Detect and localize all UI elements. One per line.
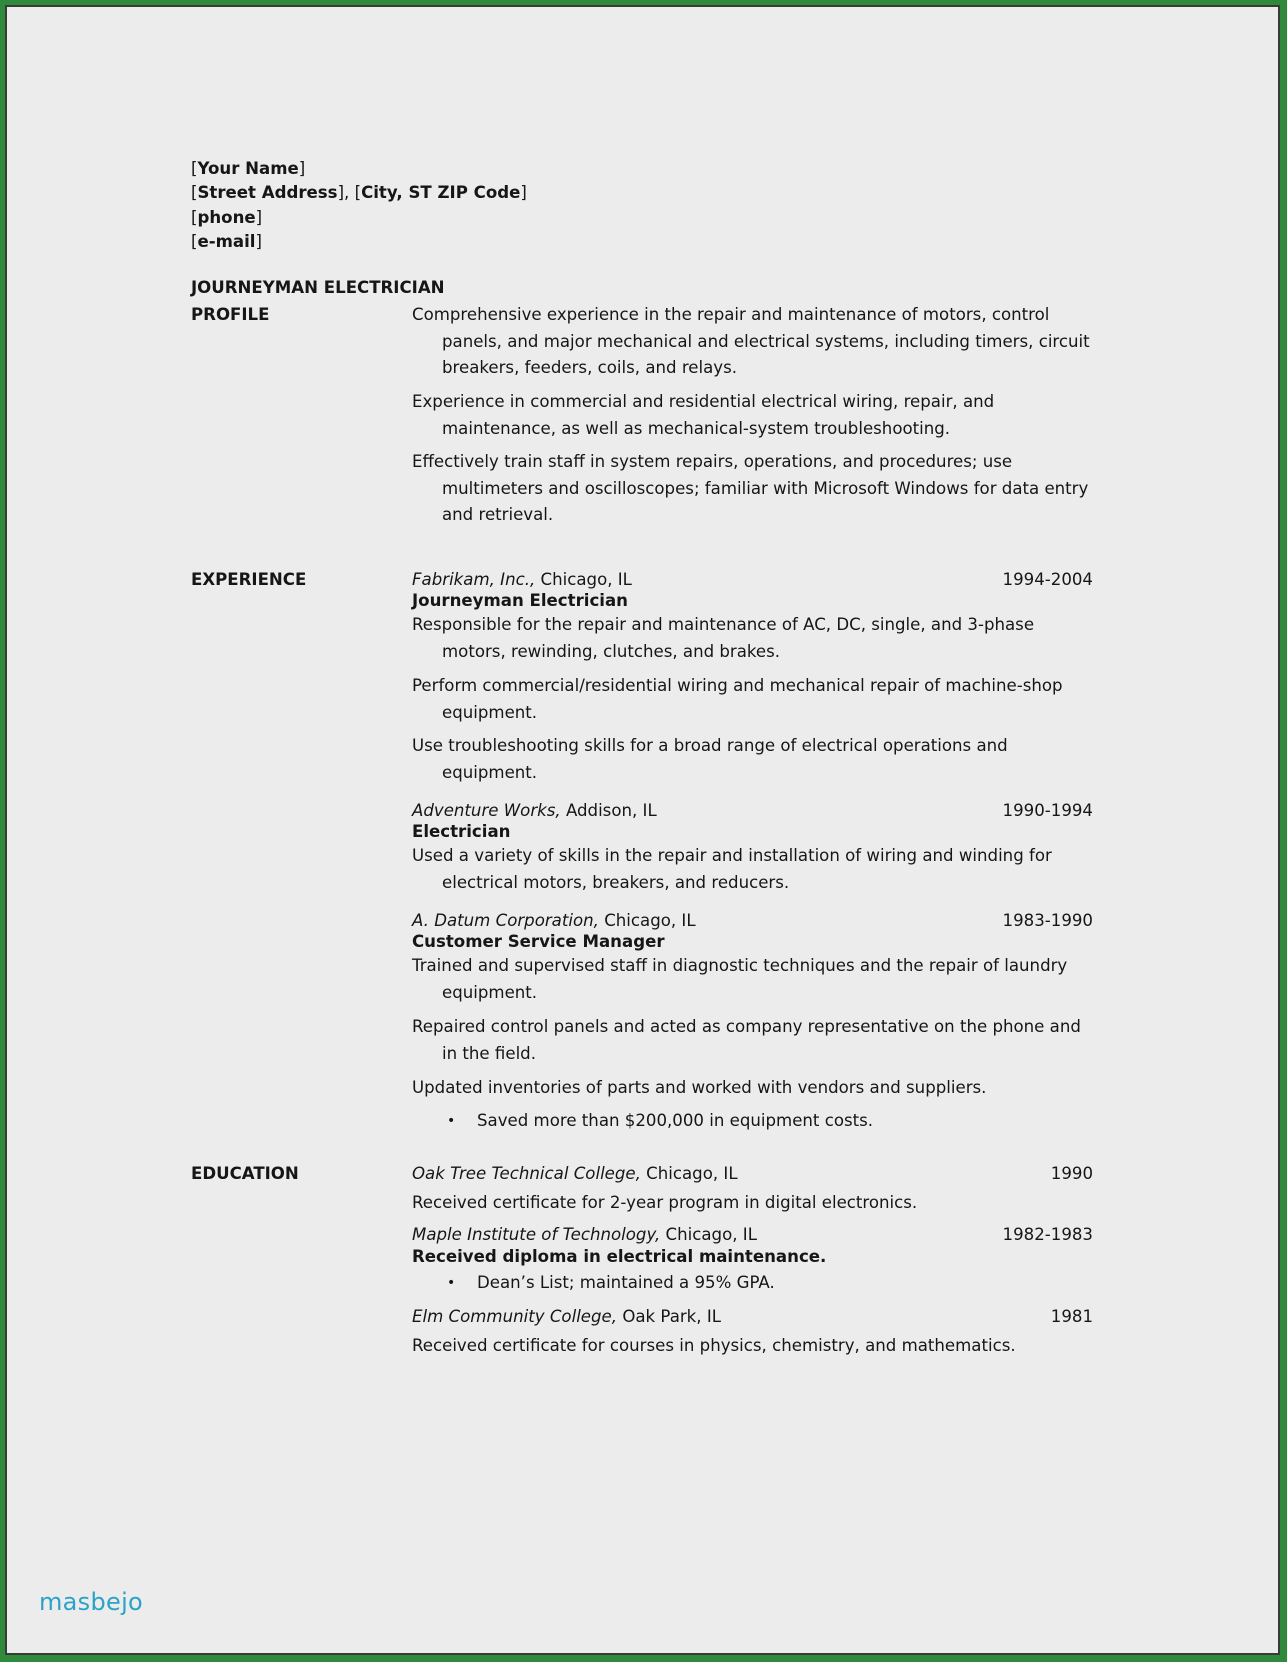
section-heading-education: EDUCATION <box>191 1164 299 1183</box>
school-years: 1981 <box>1050 1307 1093 1326</box>
school-years: 1982-1983 <box>1002 1225 1093 1244</box>
job-duty: Responsible for the repair and maintenance of AC, DC, single, and 3-phase motors, rewinding, clutches, and brakes. <box>412 615 1035 661</box>
contact-email: [e-mail] <box>191 232 262 251</box>
section-heading-profile: PROFILE <box>191 305 270 324</box>
school-detail: Received certificate for courses in physics, chemistry, and mathematics. <box>412 1336 1016 1355</box>
job-duty: Use troubleshooting skills for a broad range of electrical operations and equipment. <box>412 736 1008 782</box>
profile-item: Effectively train staff in system repairs, operations, and procedures; use multimeters and oscilloscopes; familiar with Microsoft Windows for data entry and retrieval. <box>412 452 1089 524</box>
job-role: Electrician <box>412 822 511 841</box>
school-years: 1990 <box>1050 1164 1093 1183</box>
page-frame <box>5 5 1280 1655</box>
job-duty: Perform commercial/residential wiring and mechanical repair of machine-shop equipment. <box>412 676 1063 722</box>
job-achievement: Saved more than $200,000 in equipment costs. <box>477 1111 874 1130</box>
school-honor: Dean’s List; maintained a 95% GPA. <box>477 1273 775 1292</box>
school-name: Elm Community College, Oak Park, IL <box>412 1307 721 1326</box>
school-detail: Received diploma in electrical maintenance. <box>412 1247 827 1266</box>
job-years: 1990-1994 <box>1002 801 1093 820</box>
school-name: Maple Institute of Technology, Chicago, IL <box>412 1225 757 1244</box>
section-heading-experience: EXPERIENCE <box>191 570 307 589</box>
job-duty: Updated inventories of parts and worked with vendors and suppliers. <box>412 1078 987 1097</box>
contact-address: [Street Address], [City, ST ZIP Code] <box>191 183 527 202</box>
profile-item: Comprehensive experience in the repair and maintenance of motors, control panels, and major mechanical and electrical systems, including timers, circuit breakers, feeders, coils, and relays. <box>412 305 1090 377</box>
contact-name: [Your Name] <box>191 159 306 178</box>
job-role: Customer Service Manager <box>412 932 665 951</box>
job-years: 1994-2004 <box>1002 570 1093 589</box>
job-employer: A. Datum Corporation, Chicago, IL <box>412 911 696 930</box>
contact-phone: [phone] <box>191 208 263 227</box>
bullet-icon: • <box>447 1113 456 1129</box>
resume-title: JOURNEYMAN ELECTRICIAN <box>191 278 445 297</box>
profile-item: Experience in commercial and residential electrical wiring, repair, and maintenance, as well as mechanical-system troubleshooting. <box>412 392 995 438</box>
job-duty: Trained and supervised staff in diagnostic techniques and the repair of laundry equipment. <box>412 956 1068 1002</box>
job-role: Journeyman Electrician <box>412 591 628 610</box>
job-years: 1983-1990 <box>1002 911 1093 930</box>
job-duty: Used a variety of skills in the repair and installation of wiring and winding for electrical motors, breakers, and reducers. <box>412 846 1052 892</box>
job-duty: Repaired control panels and acted as company representative on the phone and in the field. <box>412 1017 1081 1063</box>
bullet-icon: • <box>447 1275 456 1291</box>
school-detail: Received certificate for 2-year program in digital electronics. <box>412 1193 918 1212</box>
resume-document <box>7 7 1278 1653</box>
school-name: Oak Tree Technical College, Chicago, IL <box>412 1164 738 1183</box>
job-employer: Adventure Works, Addison, IL <box>412 801 657 820</box>
watermark-logo: masbejo <box>39 1588 144 1616</box>
job-employer: Fabrikam, Inc., Chicago, IL <box>412 570 632 589</box>
